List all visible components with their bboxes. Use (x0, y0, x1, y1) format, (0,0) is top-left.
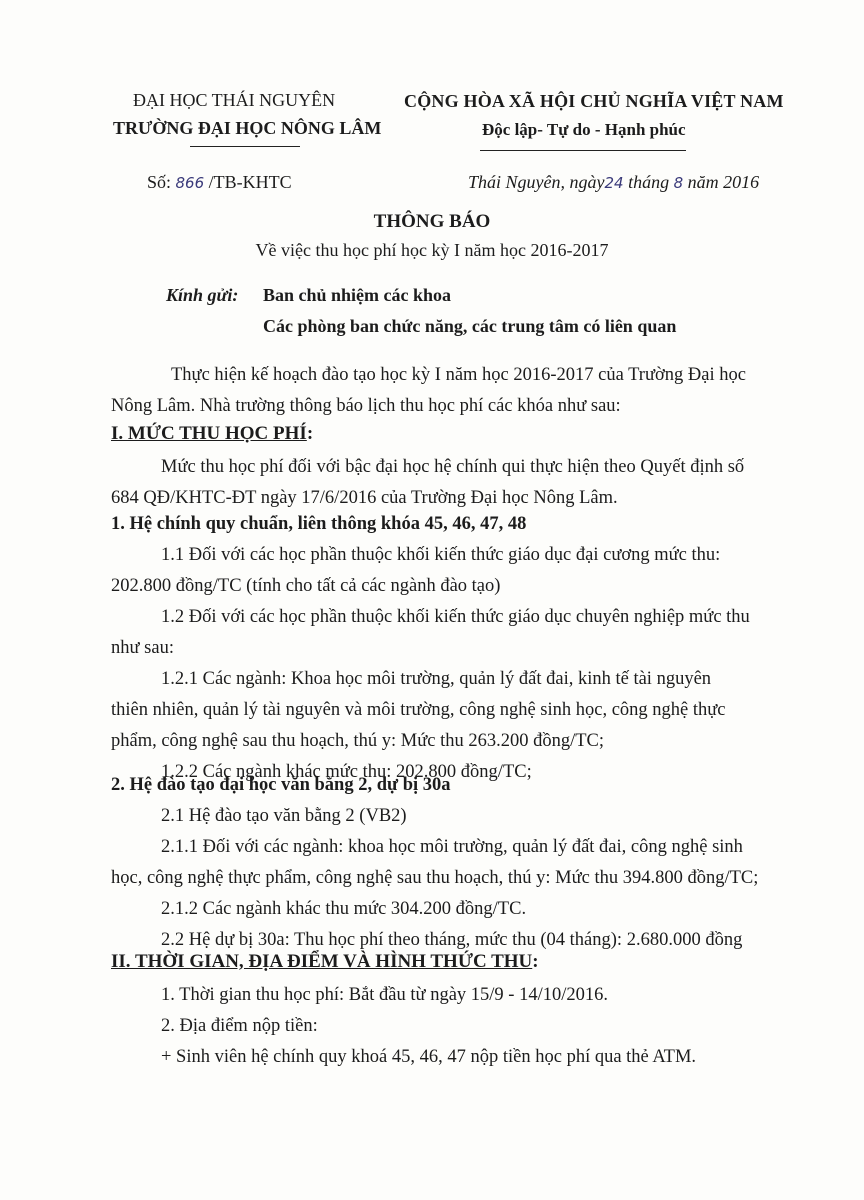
s121-line-3: phẩm, công nghệ sau thu hoạch, thú y: Mức thu 263.200 đồng/TC; (111, 731, 605, 751)
s2-item-1: 1. Thời gian thu học phí: Bắt đầu từ ngày 15/9 - 14/10/2016. (161, 985, 608, 1005)
doc-number (147, 172, 292, 193)
intro-line-2: Nông Lâm. Nhà trường thông báo lịch thu học phí các khóa như sau: (111, 396, 621, 416)
section-1-paragraph (111, 452, 791, 514)
s121-line-2: thiên nhiên, quản lý tài nguyên và môi trường, công nghệ sinh học, công nghệ thực (111, 700, 726, 720)
motto-underline (480, 150, 686, 151)
s2-item-2: 2. Địa điểm nộp tiền: (161, 1016, 318, 1036)
year-label: năm 2016 (687, 172, 760, 192)
document-title: THÔNG BÁO (373, 211, 491, 232)
section-1-heading-colon: : (306, 423, 314, 444)
s122-line: 1.2.2 Các ngành khác mức thu: 202.800 đồng/TC; (161, 762, 532, 782)
s21-line: 2.1 Hệ đào tạo văn bằng 2 (VB2) (161, 806, 407, 826)
section-2-heading-colon: : (532, 951, 539, 972)
section-2-heading-text: II. THỜI GIAN, ĐỊA ĐIỂM VÀ HÌNH THỨC THU (111, 951, 533, 972)
doc-number-handwritten: 866 (175, 174, 205, 192)
s211-line-1: 2.1.1 Đối với các ngành: khoa học môi trường, quản lý đất đai, công nghệ sinh (161, 837, 743, 857)
subsection-2-body (111, 801, 801, 956)
s12-line-1: 1.2 Đối với các học phần thuộc khối kiến thức giáo dục chuyên nghiệp mức thu (161, 607, 750, 627)
s11-line-2: 202.800 đồng/TC (tính cho tất cả các ngành đào tạo) (111, 576, 501, 596)
section-2-heading (111, 951, 539, 973)
s211-line-2: học, công nghệ thực phẩm, công nghệ sau thu hoạch, thú y: Mức thu 394.800 đồng/TC; (111, 868, 759, 888)
s22-line: 2.2 Hệ dự bị 30a: Thu học phí theo tháng, mức thu (04 tháng): 2.680.000 đồng (161, 930, 743, 950)
org-name: TRƯỜNG ĐẠI HỌC NÔNG LÂM (113, 118, 382, 138)
s2-item-2-bullet: + Sinh viên hệ chính quy khoá 45, 46, 47 nộp tiền học phí qua thẻ ATM. (161, 1047, 697, 1067)
s212-line: 2.1.2 Các ngành khác thu mức 304.200 đồng/TC. (161, 899, 527, 919)
motto: Độc lập- Tự do - Hạnh phúc (482, 120, 686, 139)
section-1-heading-text: I. MỨC THU HỌC PHÍ (111, 423, 307, 444)
org-parent: ĐẠI HỌC THÁI NGUYÊN (133, 90, 336, 110)
s1-p1-line-1: Mức thu học phí đối với bậc đại học hệ chính qui thực hiện theo Quyết định số (161, 457, 745, 477)
document-subtitle: Về việc thu học phí học kỳ I năm học 2016-2017 (255, 240, 609, 260)
intro-line-1: Thực hiện kế hoạch đào tạo học kỳ I năm học 2016-2017 của Trường Đại học (171, 365, 746, 385)
place-date (468, 172, 759, 193)
subsection-2-heading: 2. Hệ đào tạo đại học văn bằng 2, dự bị 30a (111, 775, 451, 795)
org-underline (190, 146, 300, 147)
country-name: CỘNG HÒA XÃ HỘI CHỦ NGHĨA VIỆT NAM (404, 91, 784, 111)
month-handwritten: 8 (673, 174, 684, 192)
s12-line-2: như sau: (111, 638, 174, 658)
recipient-line-2: Các phòng ban chức năng, các trung tâm có liên quan (263, 316, 677, 336)
doc-number-prefix: Số: (147, 172, 172, 192)
section-2-body (111, 980, 791, 1073)
s11-line-1: 1.1 Đối với các học phần thuộc khối kiến thức giáo dục đại cương mức thu: (161, 545, 721, 565)
month-label: tháng (628, 172, 670, 192)
s1-p1-line-2: 684 QĐ/KHTC-ĐT ngày 17/6/2016 của Trường Đại học Nông Lâm. (111, 488, 618, 508)
recipient-line-1: Ban chủ nhiệm các khoa (263, 285, 452, 305)
doc-number-suffix: /TB-KHTC (208, 172, 292, 192)
recipients-label: Kính gửi: (166, 285, 239, 305)
section-1-heading (111, 423, 313, 445)
subsection-1-body (111, 540, 791, 788)
intro-paragraph (111, 360, 791, 422)
subsection-1-heading: 1. Hệ chính quy chuẩn, liên thông khóa 45, 46, 47, 48 (111, 514, 527, 534)
s121-line-1: 1.2.1 Các ngành: Khoa học môi trường, quản lý đất đai, kinh tế tài nguyên (161, 669, 712, 689)
place-date-prefix: Thái Nguyên, ngày (468, 172, 605, 192)
day-handwritten: 24 (604, 174, 624, 192)
